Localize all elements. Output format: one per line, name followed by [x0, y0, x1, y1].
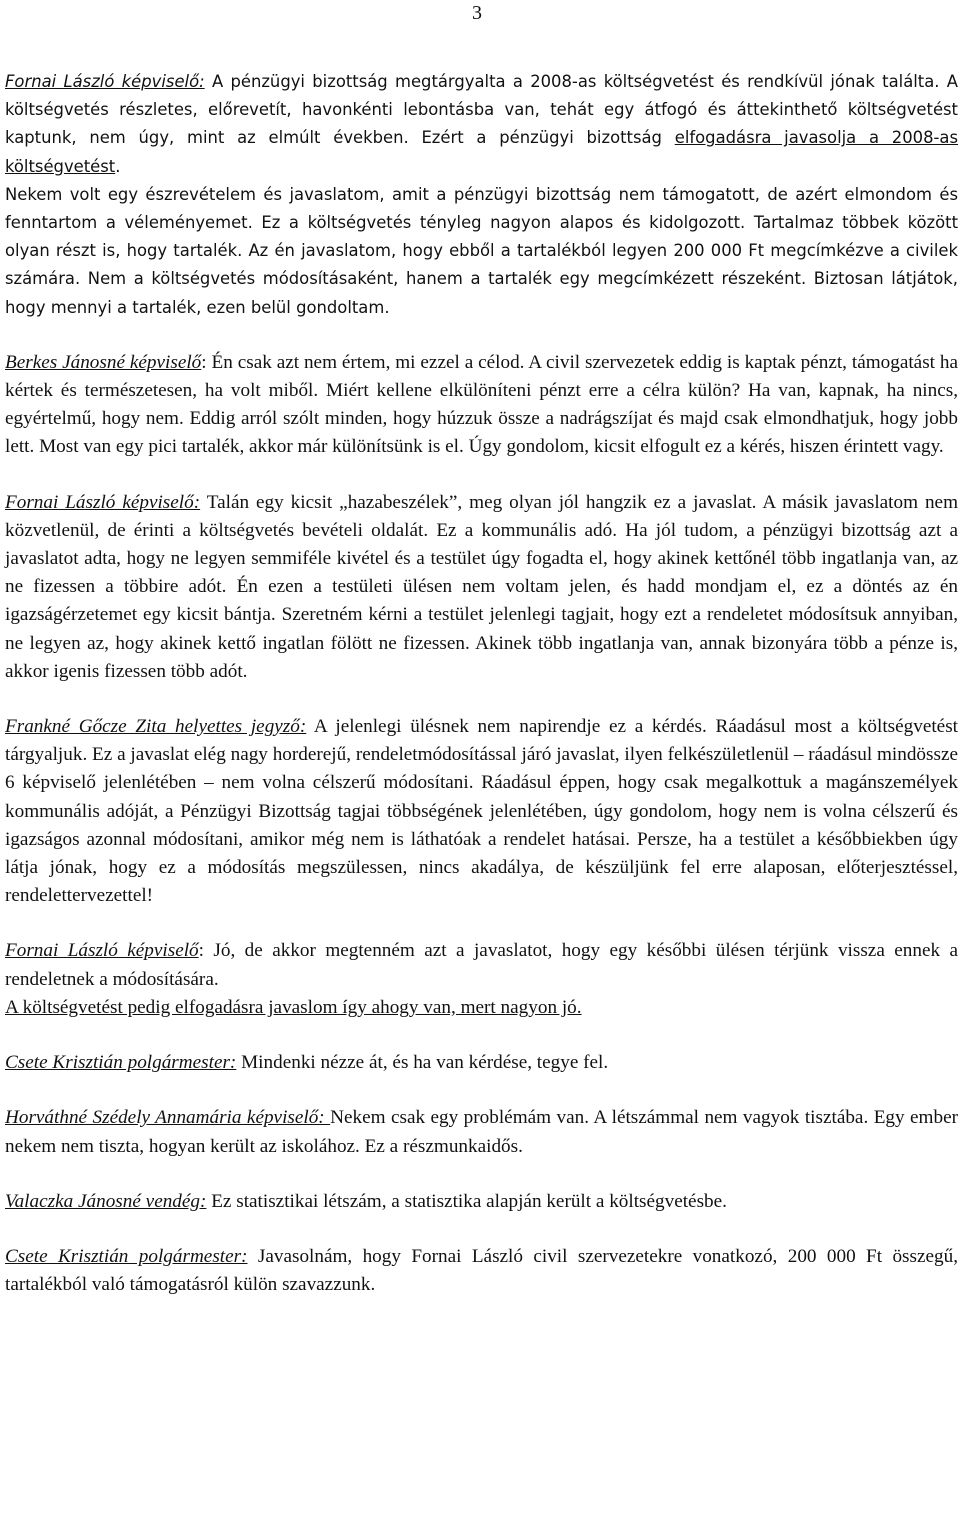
paragraph-text: : Én csak azt nem értem, mi ezzel a célod. A civil szervezetek eddig is kaptak pénzt, támogatást ha kértek és természetesen, ha volt miből. Miért kellene elkülöníteni pénzt erre a célra külön? Ha van, kapnak, ha nincs, egyértelmű, hogy nem. Eddig arról szólt minden, hogy húzzuk össze a nadrágszíjat és majd csak elmondhatjuk, hogy jobb lett. Most van egy pici tartalék, akkor már különítsünk is el. Úgy gondolom, kicsit elfogult ez a kérés, hiszen érintett vagy. — [5, 351, 959, 458]
paragraph-text: : Jó, de akkor megtenném azt a javaslatot, hogy egy későbbi ülésen térjünk vissza ennek a rendeletnek a módosítására. — [5, 940, 958, 990]
paragraph-text: Mindenki nézze át, és ha van kérdése, tegye fel. — [236, 1052, 609, 1074]
underlined-statement: A költségvetést pedig elfogadásra javaslom így ahogy van, mert nagyon jó. — [5, 996, 582, 1018]
speaker-label: Csete Krisztián polgármester: — [5, 1052, 237, 1074]
paragraph-valaczka — [5, 1188, 958, 1216]
paragraph-text: A jelenlegi ülésnek nem napirendje ez a kérdés. Ráadásul most a költségvetést tárgyaljuk. Ez a javaslat elég nagy horderejű, rendeletmódosítással járó javaslat, ilyen felkészületlenül – ráadásul mindössze 6 képviselő jelenlétében – nem volna célszerű módosítani. Ráadásul éppen, hogy csak megalkottuk a magánszemélyek kommunális adóját, a Pénzügyi Bizottság tagjai többségének jelenlétében, úgy gondolom, hogy nem is volna célszerű és igazságos azonnal módosítani, amikor még nem is láthatóak a rendelet hatásai. Persze, ha a testület a későbbiekben úgy látja jónak, hogy ez a módosítás megszülessen, nincs akadálya, de készüljünk fel erre alaposan, előterjesztéssel, rendelettervezettel! — [5, 716, 958, 907]
speaker-label: Horváthné Szédely Annamária képviselő: — [5, 1107, 331, 1129]
paragraph-fornai-later — [5, 937, 958, 993]
paragraph-budget-recommendation — [5, 994, 958, 1022]
paragraph-fornai-tax — [5, 489, 958, 686]
speaker-label: Berkes Jánosné képviselő — [5, 351, 202, 373]
paragraph-text: Nekem csak egy problémám van. A létszámmal nem vagyok tisztába. Egy ember nekem nem tiszta, hogyan került az iskolához. Ez a részmunkaidős. — [5, 1107, 958, 1157]
paragraph-text: Talán egy kicsit „hazabeszélek”, meg olyan jól hangzik ez a javaslat. A másik javaslatom nem közvetlenül, de érinti a költségvetés bevételi oldalát. Ez a kommunális adó. Ha jól tudom, a pénzügyi bizottság azt a javaslatot adta, hogy ne legyen semmiféle kivétel és a testület úgy fogadta el, hogy akinek kettőnél több ingatlanja van, az ne fizessen a többire adót. Én ezen a testületi ülésen nem voltam jelen, és hadd mondjam el, ez a döntés az én igazságérzetemet egy kicsit bántja. Szeretném kérni a testület jelenlegi tagjait, hogy ezt a rendeletet módosítsuk annyiban, ne legyen az, hogy akinek kettő ingatlan fölött ne fizessen. Akinek több ingatlanja van, annak bizonyára több a pénze is, akkor igenis fizessen több adót. — [5, 491, 958, 682]
paragraph-berkes — [5, 349, 958, 462]
page-number: 3 — [472, 2, 482, 24]
speaker-label: Fornai László képviselő: — [5, 72, 205, 91]
paragraph-frankne — [5, 713, 958, 910]
speaker-label: Frankné Gőcze Zita helyettes jegyző: — [5, 716, 307, 738]
paragraph-text-end: . — [115, 156, 121, 176]
speaker-label: Csete Krisztián polgármester: — [5, 1245, 248, 1267]
document-body — [5, 68, 958, 1326]
paragraph-csete-vote — [5, 1243, 958, 1299]
speaker-label: Fornai László képviselő — [5, 940, 199, 962]
speaker-label: Fornai László képviselő: — [5, 491, 201, 513]
paragraph-fornai-proposal — [5, 181, 958, 322]
underlined-statement: elfogadásra javasolja a 2008-as költségvetést — [5, 128, 958, 176]
speaker-label: Valaczka Jánosné vendég: — [5, 1190, 207, 1212]
paragraph-text: Javasolnám, hogy Fornai László civil szervezetekre vonatkozó, 200 000 Ft összegű, tartalékból való támogatásról külön szavazzunk. — [5, 1245, 958, 1296]
paragraph-text: Nekem volt egy észrevételem és javaslatom, amit a pénzügyi bizottság nem támogatott, de azért elmondom és fenntartom a véleményemet. Ez a költségvetés tényleg nagyon alapos és kidolgozott. Tartalmaz többek között olyan részt is, hogy tartalék. Az én javaslatom, hogy ebből a tartalékból legyen 200 000 Ft megcímkézve a civilek számára. Nem a költségvetés módosításaként, hanem a tartalék egy megcímkézett részeként. Biztosan látjátok, hogy mennyi a tartalék, ezen belül gondoltam. — [5, 184, 958, 317]
paragraph-horvathne — [5, 1104, 958, 1160]
paragraph-text: A pénzügyi bizottság megtárgyalta a 2008-as költségvetést és rendkívül jónak találta. A költségvetés részletes, előrevetít, havonkénti lebontásba van, tehát egy átfogó és áttekinthető költségvetést kaptunk, nem úgy, mint az elmúlt években. Ezért a pénzügyi bizottság — [5, 72, 958, 148]
paragraph-csete-review — [5, 1049, 958, 1077]
paragraph-fornai-budget — [5, 68, 958, 181]
paragraph-text: Ez statisztikai létszám, a statisztika alapján került a költségvetésbe. — [206, 1190, 727, 1212]
